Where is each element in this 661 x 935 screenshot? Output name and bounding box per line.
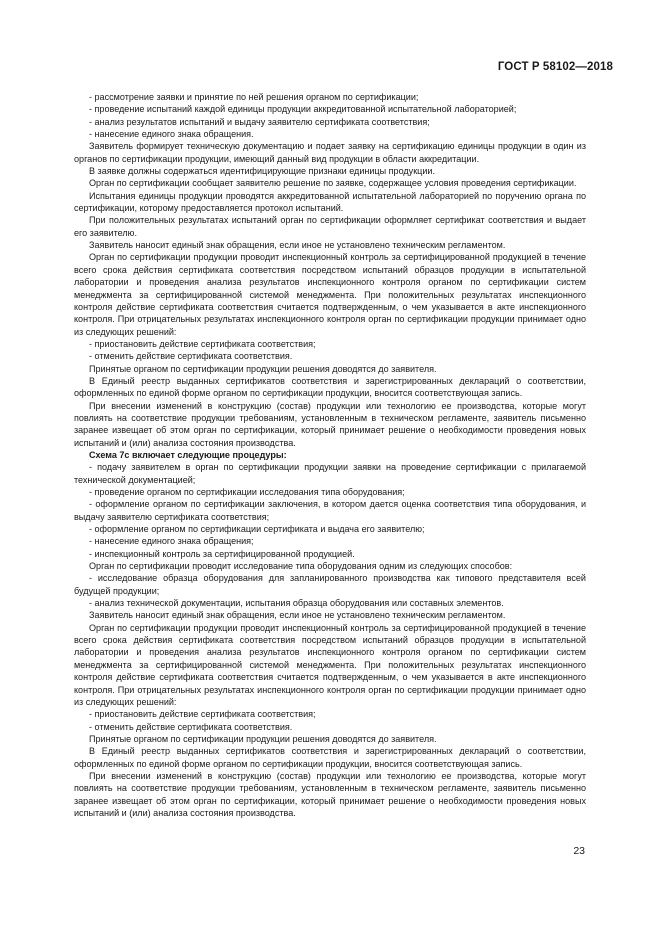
- list-item: - исследование образца оборудования для запланированного производства как типового представителя всей будущей продукции;: [74, 573, 586, 596]
- list-item: - отменить действие сертификата соответствия.: [89, 721, 293, 732]
- paragraph: Орган по сертификации проводит исследование типа оборудования одним из следующих способов:: [89, 561, 513, 572]
- list-item: - нанесение единого знака обращения.: [89, 129, 254, 140]
- list-item: - проведение органом по сертификации исследования типа оборудования;: [89, 487, 405, 497]
- paragraph: Принятые органом по сертификации продукции решения доводятся до заявителя.: [89, 363, 437, 374]
- paragraph: При положительных результатах испытаний орган по сертификации оформляет сертификат соответствия и выдает его заявителю.: [74, 215, 586, 238]
- paragraph: В заявке должны содержаться идентифицирующие признаки единицы продукции.: [89, 166, 435, 177]
- paragraph: При внесении изменений в конструкцию (состав) продукции или технологию ее производства, которые могут повлиять на соответствие продукции требованиям, установленным в техническом регламенте, заявитель письменно заранее извещает об этом орган по сертификации, который принимает решение о необходимости проведения новых испытаний и (или) анализа состояния производства.: [74, 770, 586, 818]
- page-number: 23: [573, 845, 585, 857]
- paragraph: Принятые органом по сертификации продукции решения доводятся до заявителя.: [89, 733, 437, 744]
- document-body: [74, 91, 586, 819]
- list-item: - приостановить действие сертификата соответствия;: [89, 709, 316, 720]
- list-item: - нанесение единого знака обращения;: [89, 536, 254, 547]
- paragraph: Заявитель наносит единый знак обращения, если иное не установлено техническим регламентом.: [89, 240, 506, 251]
- paragraph: Орган по сертификации продукции проводит инспекционный контроль за сертифицированной продукцией в течение всего срока действия сертификата соответствия посредством испытаний образцов продукции в испытательной лаборатории и проведения анализа результатов инспекционного контроля органом по сертификации систем менеджмента за сертифицированной системой менеджмента. При положительных результатах инспекционного контроля действие сертификата соответствия считается подтвержденным, о чем указывается в акте инспекционного контроля. При отрицательных результатах инспекционного контроля орган по сертификации продукции принимает одно из следующих решений:: [74, 622, 586, 707]
- list-item: - приостановить действие сертификата соответствия;: [89, 338, 316, 349]
- paragraph: Орган по сертификации продукции проводит инспекционный контроль за сертифицированной продукцией в течение всего срока действия сертификата соответствия посредством испытаний образцов продукции в испытательной лаборатории и проведения анализа результатов инспекционного контроля органом по сертификации систем менеджмента за сертифицированной системой менеджмента. При положительных результатах инспекционного контроля действие сертификата соответствия считается подтвержденным, о чем указывается в акте инспекционного контроля. При отрицательных результатах инспекционного контроля орган по сертификации продукции принимает одно из следующих решений:: [74, 252, 586, 337]
- list-item: - проведение испытаний каждой единицы продукции аккредитованной испытательной лабораторией;: [89, 104, 517, 115]
- list-item: - инспекционный контроль за сертифицированной продукцией.: [89, 548, 355, 559]
- list-item: - анализ технической документации, испытания образца оборудования или составных элементов.: [89, 598, 504, 609]
- paragraph: В Единый реестр выданных сертификатов соответствия и зарегистрированных деклараций о соответствии, оформленных по единой форме органом по сертификации продукции, вносится соответствующая запись.: [74, 375, 586, 399]
- document-standard-header: ГОСТ Р 58102—2018: [497, 61, 613, 73]
- paragraph: Заявитель формирует техническую документацию и подает заявку на сертификацию единицы продукции в один из органов по сертификации продукции, имеющий данный вид продукции в области аккредитации.: [74, 141, 586, 164]
- list-item: - оформление органом по сертификации заключения, в котором дается оценка соответствия типа оборудования, и выдачу заявителю сертификата соответствия;: [74, 499, 586, 522]
- list-item: - анализ результатов испытаний и выдачу заявителю сертификата соответствия;: [89, 116, 430, 127]
- list-item: - рассмотрение заявки и принятие по ней решения органом по сертификации;: [89, 92, 419, 102]
- paragraph: Заявитель наносит единый знак обращения, если иное не установлено техническим регламентом.: [89, 610, 506, 621]
- list-item: - оформление органом по сертификации сертификата и выдача его заявителю;: [89, 524, 425, 535]
- paragraph: При внесении изменений в конструкцию (состав) продукции или технологию ее производства, которые могут повлиять на соответствие продукции требованиям, установленным в техническом регламенте, заявитель письменно заранее извещает об этом орган по сертификации, который принимает решение о необходимости проведения новых испытаний и (или) анализа состояния производства.: [74, 400, 586, 448]
- paragraph: Испытания единицы продукции проводятся аккредитованной испытательной лабораторией по поручению органа по сертификации, которому предоставляется протокол испытаний.: [74, 190, 586, 214]
- list-item: - отменить действие сертификата соответствия.: [89, 351, 293, 362]
- section-heading: Схема 7с включает следующие процедуры:: [89, 449, 287, 460]
- paragraph: Орган по сертификации сообщает заявителю решение по заявке, содержащее условия проведения сертификации.: [89, 178, 577, 189]
- list-item: - подачу заявителем в орган по сертификации продукции заявки на проведение сертификации с прилагаемой технической документацией;: [74, 462, 586, 485]
- paragraph: В Единый реестр выданных сертификатов соответствия и зарегистрированных деклараций о соответствии, оформленных по единой форме органом по сертификации продукции, вносится соответствующая запись.: [74, 746, 586, 769]
